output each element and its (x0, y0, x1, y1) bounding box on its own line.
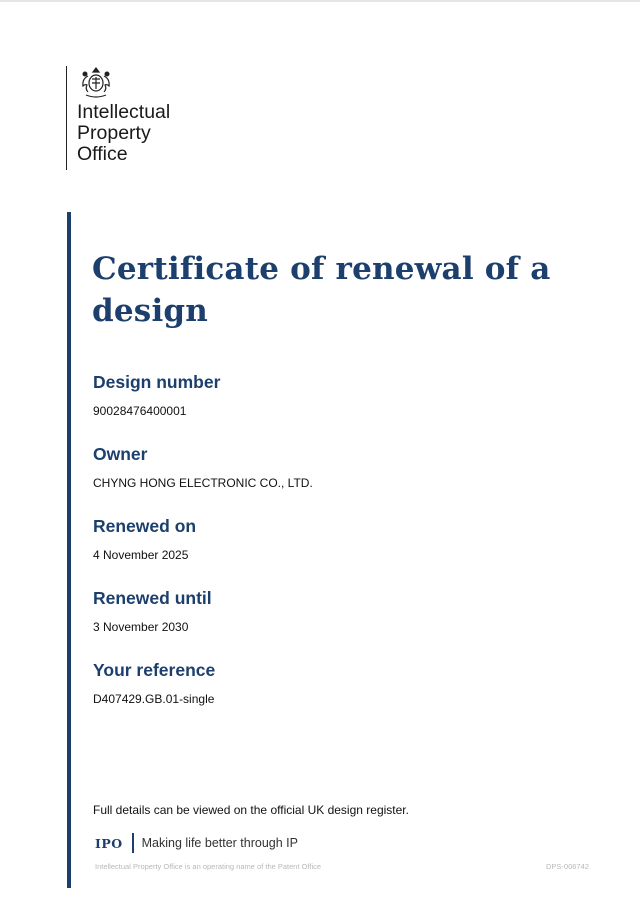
ipo-mark: IPO (95, 835, 123, 851)
logo-line-office: Office (77, 143, 128, 165)
certificate-title: Certificate of renewal of a design (92, 251, 551, 329)
accent-bar (67, 212, 71, 888)
ipo-footer-brand (95, 832, 298, 854)
renewed-until-label: Renewed until (93, 588, 212, 608)
logo-wordmark (77, 102, 217, 165)
design-number-value: 90028476400001 (93, 404, 187, 418)
design-number-label: Design number (93, 372, 221, 392)
form-code: DPS-006742 (546, 862, 589, 871)
renewed-until-value: 3 November 2030 (93, 620, 189, 634)
renewed-on-value: 4 November 2025 (93, 548, 189, 562)
renewed-on-label: Renewed on (93, 516, 197, 536)
ipo-divider (132, 833, 134, 853)
owner-value: CHYNG HONG ELECTRONIC CO., LTD. (93, 476, 313, 490)
your-reference-label: Your reference (93, 660, 216, 680)
your-reference-value: D407429.GB.01-single (93, 692, 215, 706)
logo-line-property: Property (77, 122, 151, 144)
logo-line-intellectual: Intellectual (77, 101, 171, 123)
register-note: Full details can be viewed on the official UK design register. (93, 803, 409, 817)
royal-coat-of-arms-icon (77, 66, 115, 100)
ipo-logo (66, 66, 171, 170)
page-top-edge (0, 0, 640, 2)
operating-name-note: Intellectual Property Office is an operating name of the Patent Office (95, 862, 322, 871)
owner-label: Owner (93, 444, 148, 464)
ipo-tagline: Making life better through IP (141, 836, 298, 850)
